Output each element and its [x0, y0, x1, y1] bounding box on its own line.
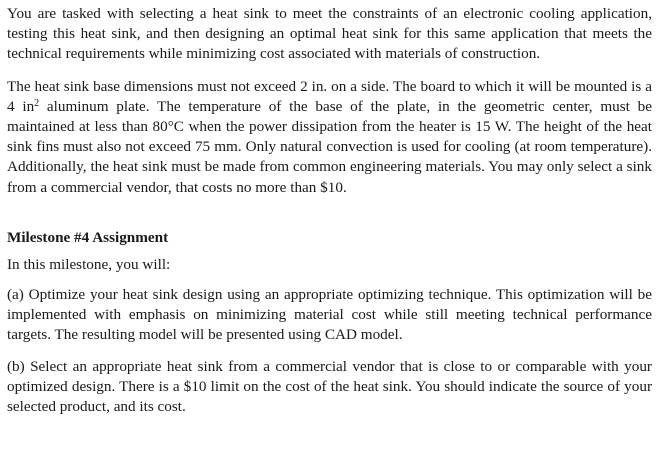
constraints-text-part1: The heat sink base dimensions must not exceed 2 in. on a side. The board to which it will be mounted is a 4 in — [7, 77, 652, 115]
milestone-item-b: (b) Select an appropriate heat sink from a commercial vendor that is close to or comparable with your optimized design. There is a $10 limit on the cost of the heat sink. You should indicate the source of your selected product, and its cost. — [7, 357, 652, 416]
milestone-intro: In this milestone, you will: — [7, 255, 171, 273]
milestone-heading: Milestone #4 Assignment — [7, 228, 169, 246]
milestone-item-a: (a) Optimize your heat sink design using an appropriate optimizing technique. This optimization will be implemented with emphasis on minimizing material cost while still meeting technical performance targets. The resulting model will be presented using CAD model. — [7, 286, 652, 344]
constraints-text-part2: aluminum plate. The temperature of the base of the plate, in the geometric center, must be maintained at less than 80°C when the power dissipation from the heater is 15 W. The height of the heat sink fins must also not exceed 75 mm. Only natural convection is used for cooling (at room temperature). Additionally, the heat sink must be made from common engineering materials. You may only select a sink from a commercial vendor, that costs no more than $10. — [7, 97, 652, 196]
intro-paragraph: You are tasked with selecting a heat sink to meet the constraints of an electronic cooling application, testing this heat sink, and then designing an optimal heat sink for this same application that meets the technical requirements while minimizing cost associated with materials of construction. — [7, 5, 652, 63]
constraints-paragraph — [7, 77, 652, 198]
constraints-superscript: 2 — [34, 97, 40, 109]
